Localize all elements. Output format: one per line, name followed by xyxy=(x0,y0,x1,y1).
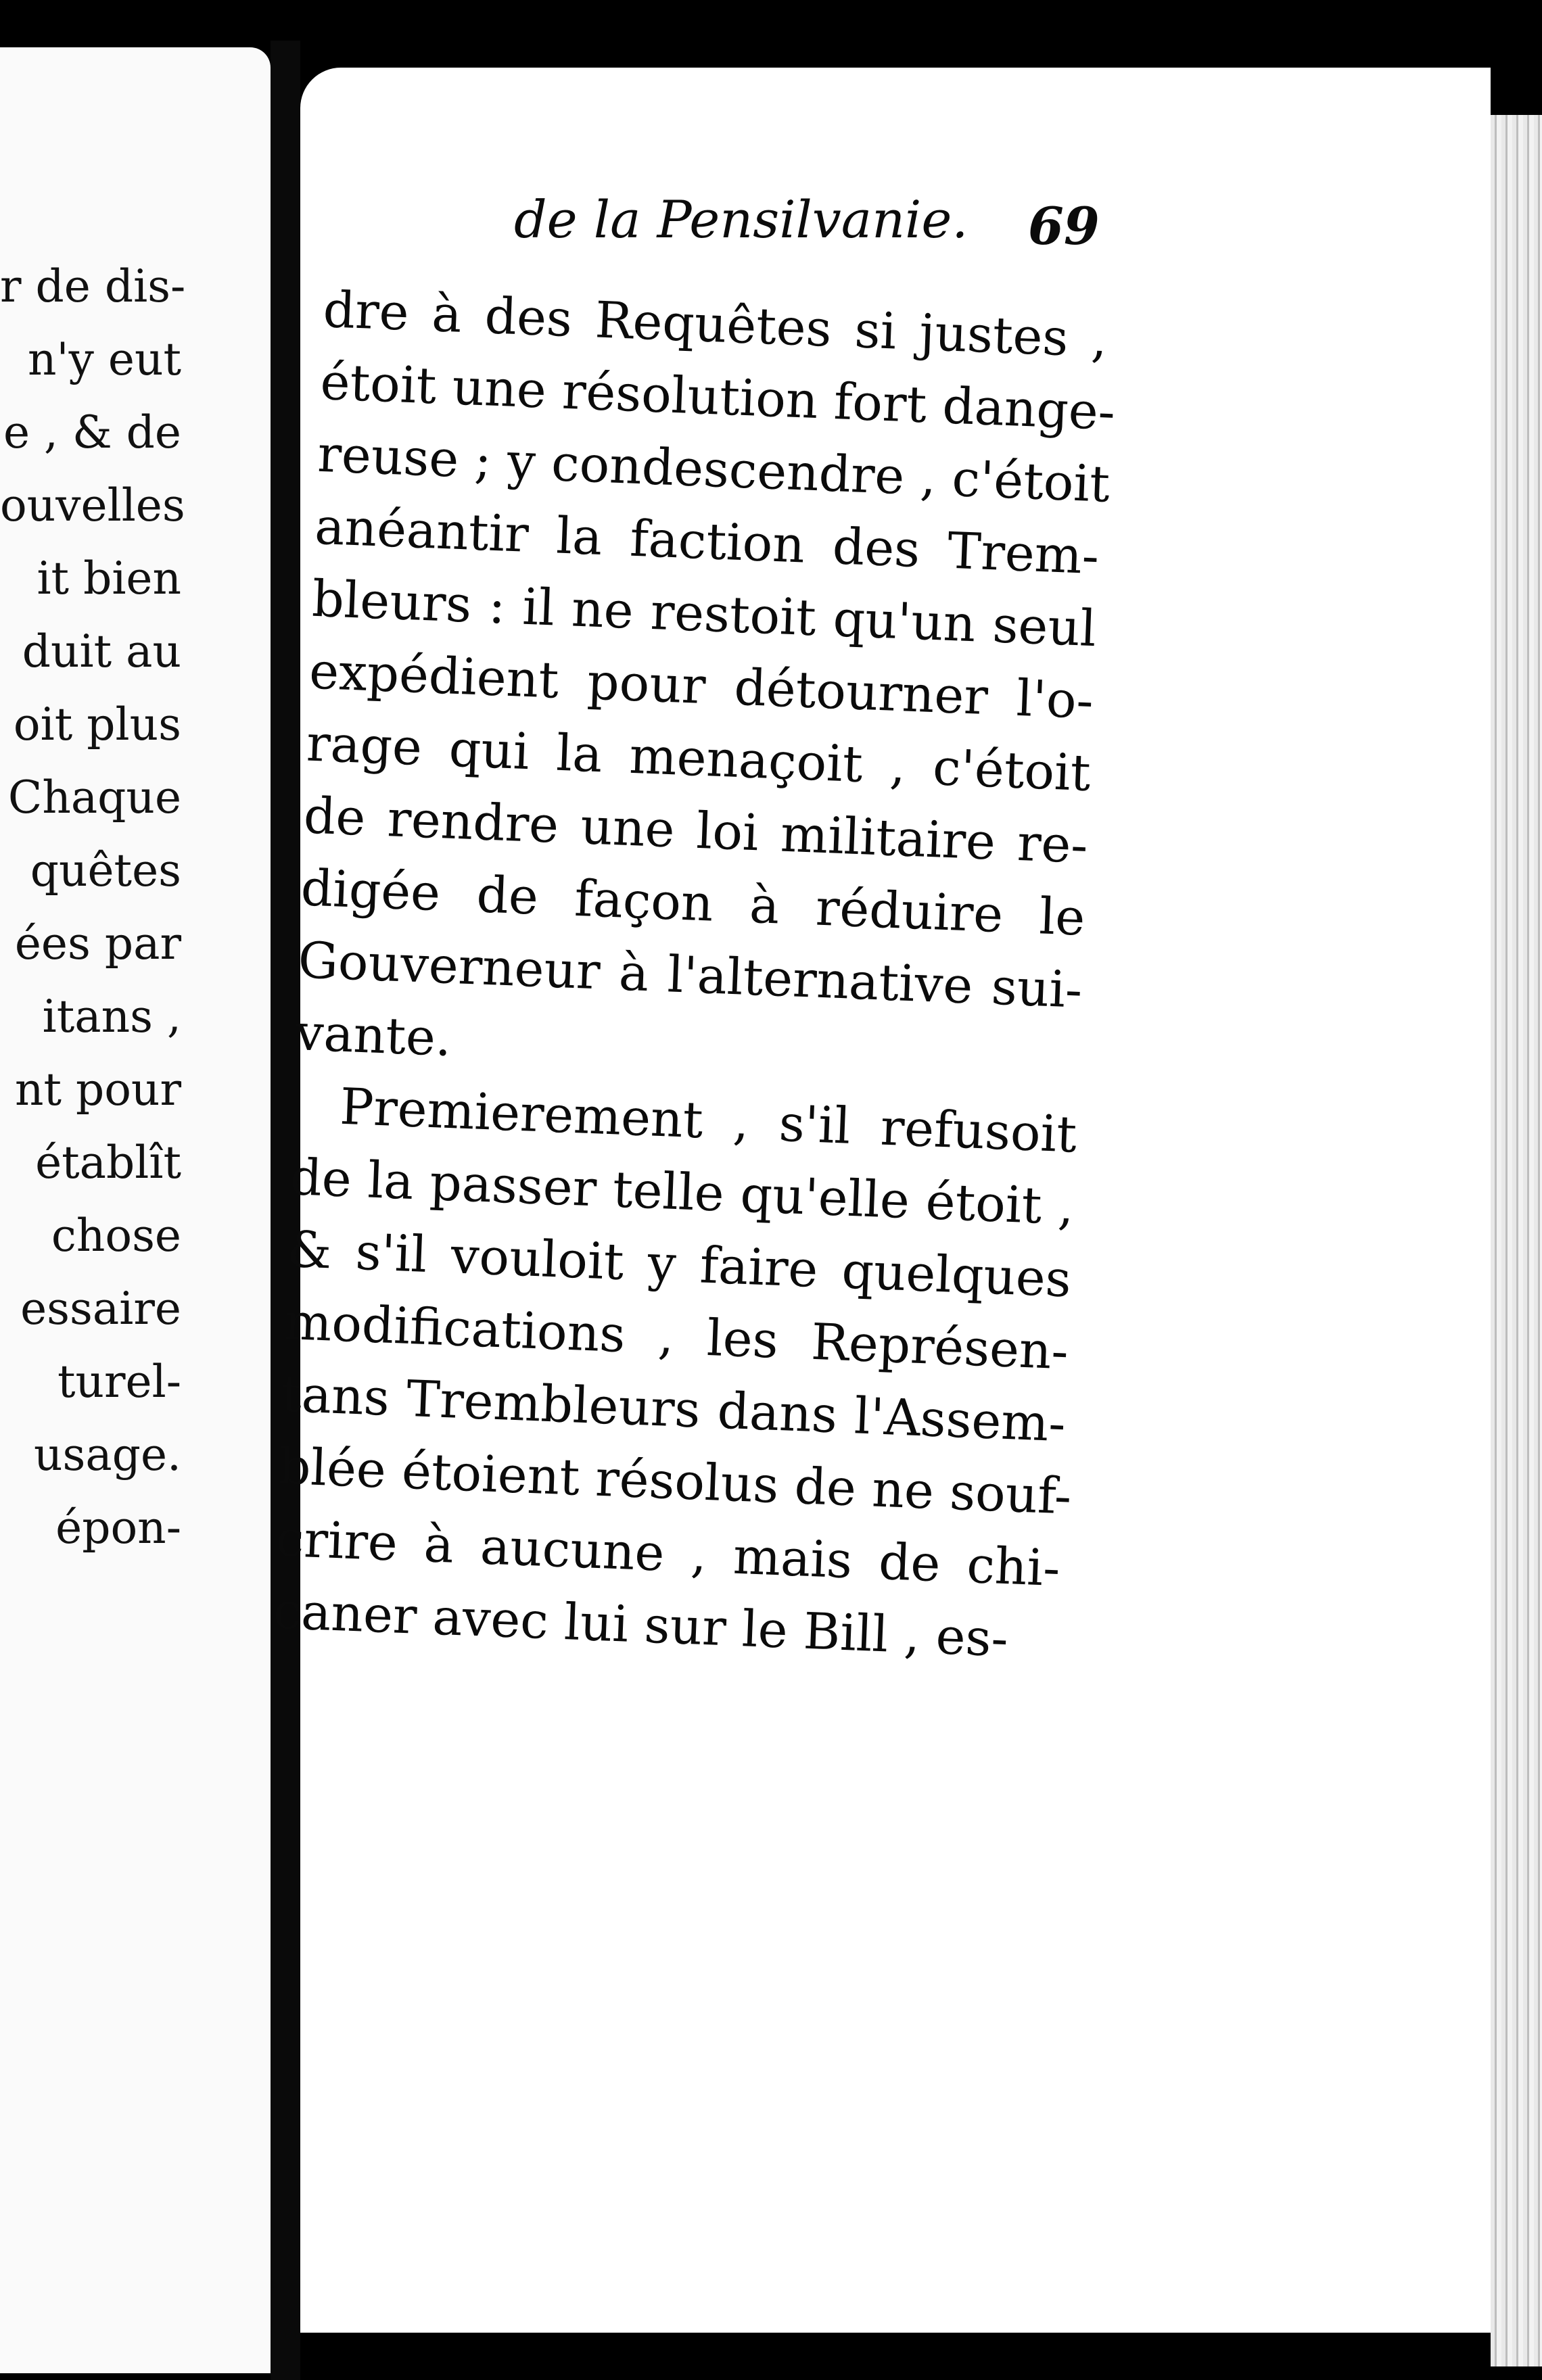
left-line: duit au xyxy=(22,625,181,677)
left-line: essaire xyxy=(20,1283,181,1335)
text-line: crire à aucune , mais de chi- xyxy=(275,1509,1061,1598)
left-line: it bien xyxy=(37,552,181,604)
left-line: chose xyxy=(51,1210,181,1262)
body-text xyxy=(272,274,1117,1677)
left-line: ées par xyxy=(14,918,181,970)
text-line: anéantir la faction des Trem- xyxy=(313,497,1100,586)
left-line: usage. xyxy=(33,1429,181,1481)
left-line: épon- xyxy=(55,1502,181,1554)
left-line: r de dis- xyxy=(0,260,186,312)
text-line: & s'il vouloit y faire quelques xyxy=(285,1220,1073,1309)
left-line: oit plus xyxy=(13,698,181,751)
left-line: ouvelles xyxy=(0,479,185,531)
left-line: établît xyxy=(35,1137,181,1189)
left-line: nt pour xyxy=(14,1064,181,1116)
text-line: tans Trembleurs dans l'Assem- xyxy=(280,1364,1067,1454)
text-line: rage qui la menaçoit , c'étoit xyxy=(305,714,1092,803)
text-line: modifications , les Représen- xyxy=(283,1292,1070,1381)
left-page-text xyxy=(0,250,271,1565)
paragraph-start-line: Premierement , s'il refusoit xyxy=(339,1077,1078,1164)
left-line: quêtes xyxy=(30,844,181,897)
left-line: itans , xyxy=(42,991,181,1043)
page-number: 69 xyxy=(1028,196,1100,256)
text-line: bleurs : il ne restoit qu'un seul xyxy=(310,569,1098,659)
text-line: caner avec lui sur le Bill , es- xyxy=(272,1581,1010,1669)
left-page xyxy=(0,47,271,2373)
text-line: vante. xyxy=(294,1003,453,1068)
text-line: dre à des Requêtes si justes , xyxy=(322,280,1108,369)
left-line: n'y eut xyxy=(27,333,181,385)
text-line: Gouverneur à l'alternative sui- xyxy=(297,931,1083,1020)
left-line: e , & de xyxy=(3,406,181,458)
text-line: reuse ; y condescendre , c'étoit xyxy=(317,425,1111,514)
text-line: expédient pour détourner l'o- xyxy=(308,642,1095,731)
text-line: de la passer telle qu'elle étoit , xyxy=(289,1148,1075,1237)
text-line: blée étoient résolus de ne souf- xyxy=(277,1437,1073,1526)
text-line: digée de façon à réduire le xyxy=(300,859,1086,947)
text-line: étoit une résolution fort dange- xyxy=(319,352,1117,442)
left-line: turel- xyxy=(57,1356,181,1408)
left-line: Chaque xyxy=(7,771,181,824)
page-edges xyxy=(1491,115,1542,2366)
running-head: de la Pensilvanie. xyxy=(514,189,968,249)
text-line: de rendre une loi militaire re- xyxy=(302,786,1090,875)
